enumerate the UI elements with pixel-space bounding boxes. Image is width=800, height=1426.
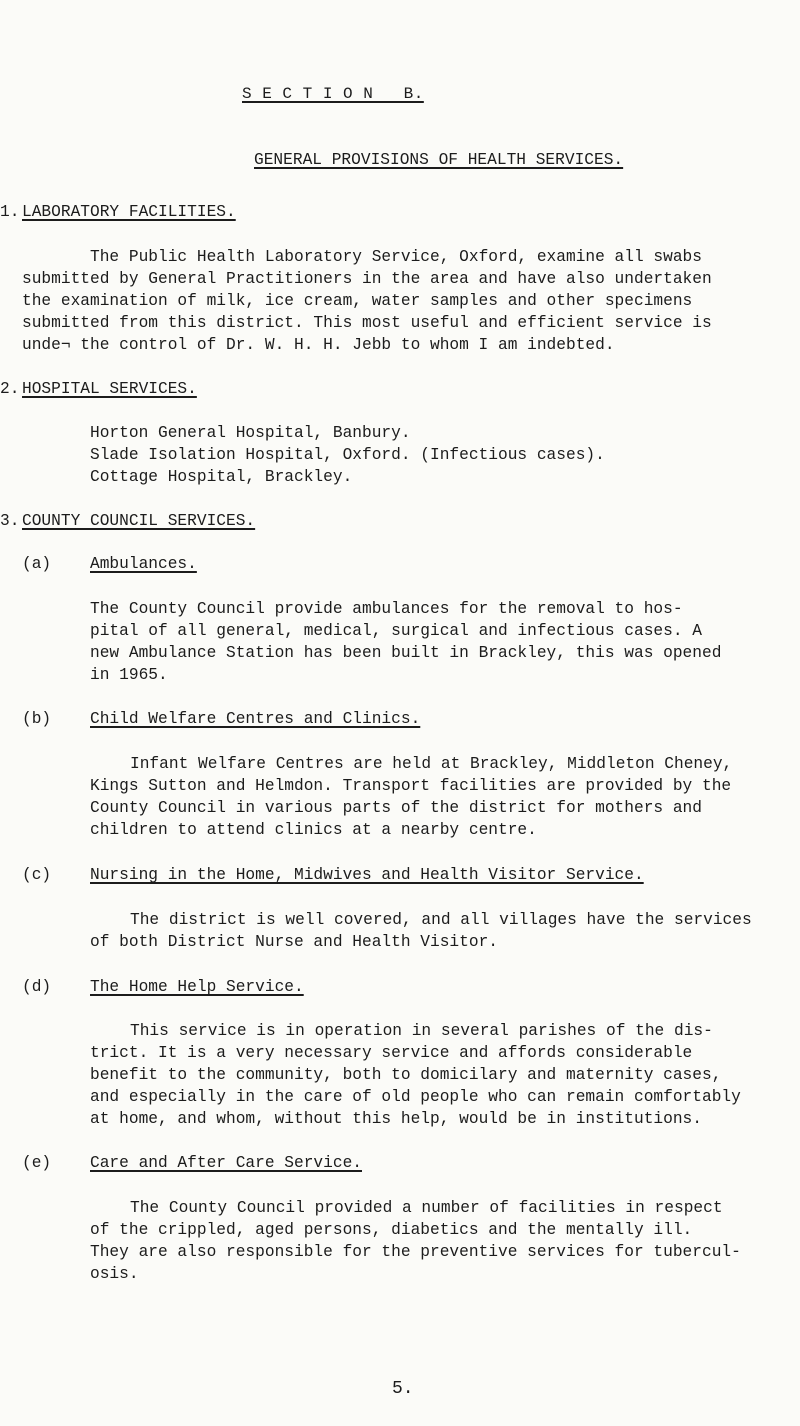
after-care-heading: Care and After Care Service. xyxy=(90,1154,362,1172)
paragraph-line: of both District Nurse and Health Visitor. xyxy=(90,933,498,951)
page-number: 5. xyxy=(392,1379,414,1399)
paragraph-line: submitted from this district. This most useful and efficient service is xyxy=(22,314,712,332)
paragraph-line: the examination of milk, ice cream, water samples and other specimens xyxy=(22,292,693,310)
subsection-label-a: (a) xyxy=(22,555,52,573)
home-help-heading: The Home Help Service. xyxy=(90,978,304,996)
subsection-label-b: (b) xyxy=(22,710,52,728)
paragraph-line: pital of all general, medical, surgical and infectious cases. A xyxy=(90,622,702,640)
section-number-1: 1. xyxy=(0,203,20,221)
paragraph-line: unde¬ the control of Dr. W. H. H. Jebb to whom I am indebted. xyxy=(22,336,615,354)
paragraph-line: new Ambulance Station has been built in Brackley, this was opened xyxy=(90,644,722,662)
paragraph-line: Kings Sutton and Helmdon. Transport facilities are provided by the xyxy=(90,777,732,795)
section-number-2: 2. xyxy=(0,380,20,398)
paragraph-line: children to attend clinics at a nearby centre. xyxy=(90,821,537,839)
paragraph-line: trict. It is a very necessary service and affords considerable xyxy=(90,1044,693,1062)
hospital-item: Horton General Hospital, Banbury. xyxy=(90,424,411,442)
ambulances-heading: Ambulances. xyxy=(90,555,197,573)
laboratory-heading: LABORATORY FACILITIES. xyxy=(22,203,236,221)
paragraph-line: County Council in various parts of the district for mothers and xyxy=(90,799,702,817)
paragraph-line: benefit to the community, both to domicilary and maternity cases, xyxy=(90,1066,722,1084)
child-welfare-heading: Child Welfare Centres and Clinics. xyxy=(90,710,421,728)
paragraph-line: of the crippled, aged persons, diabetics and the mentally ill. xyxy=(90,1221,693,1239)
paragraph-line: They are also responsible for the preventive services for tubercul- xyxy=(90,1243,741,1261)
paragraph-line: Infant Welfare Centres are held at Brackley, Middleton Cheney, xyxy=(130,755,733,773)
paragraph-line: submitted by General Practitioners in the area and have also undertaken xyxy=(22,270,712,288)
document-title: GENERAL PROVISIONS OF HEALTH SERVICES. xyxy=(254,151,624,169)
hospital-item: Slade Isolation Hospital, Oxford. (Infectious cases). xyxy=(90,446,605,464)
paragraph-line: and especially in the care of old people who can remain comfortably xyxy=(90,1088,741,1106)
section-heading: S E C T I O N B. xyxy=(242,85,424,103)
paragraph-line: The district is well covered, and all villages have the services xyxy=(130,911,752,929)
paragraph-line: in 1965. xyxy=(90,666,168,684)
subsection-label-e: (e) xyxy=(22,1154,52,1172)
hospital-item: Cottage Hospital, Brackley. xyxy=(90,468,353,486)
county-council-heading: COUNTY COUNCIL SERVICES. xyxy=(22,512,256,530)
paragraph-line: This service is in operation in several parishes of the dis- xyxy=(130,1022,713,1040)
nursing-heading: Nursing in the Home, Midwives and Health Visitor Service. xyxy=(90,866,644,884)
section-number-3: 3. xyxy=(0,512,20,530)
paragraph-line: The Public Health Laboratory Service, Oxford, examine all swabs xyxy=(90,248,702,266)
paragraph-line: The County Council provided a number of facilities in respect xyxy=(130,1199,723,1217)
subsection-label-c: (c) xyxy=(22,866,52,884)
subsection-label-d: (d) xyxy=(22,978,52,996)
paragraph-line: osis. xyxy=(90,1265,139,1283)
paragraph-line: at home, and whom, without this help, would be in institutions. xyxy=(90,1110,702,1128)
hospital-heading: HOSPITAL SERVICES. xyxy=(22,380,197,398)
paragraph-line: The County Council provide ambulances for the removal to hos- xyxy=(90,600,683,618)
